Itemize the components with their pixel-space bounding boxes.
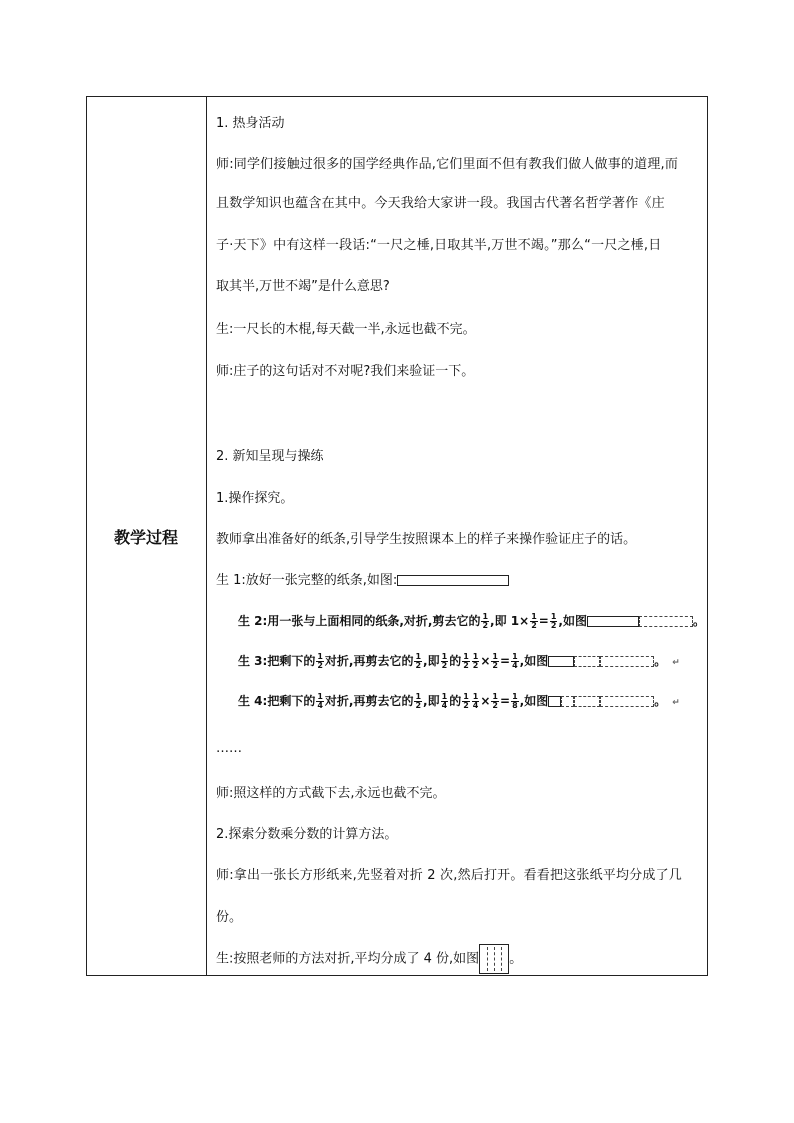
fraction-half: $\frac{1}{2}$ [415, 652, 422, 670]
equals: = [500, 654, 511, 668]
period: 。 [654, 694, 667, 708]
return-arrow-icon: ↵ [672, 698, 680, 708]
period: 。 [692, 614, 705, 628]
teacher-guide: 教师拿出准备好的纸条,引导学生按照课本上的样子来操作验证庄子的话。 [216, 532, 637, 547]
fraction-half: $\frac{1}{2}$ [472, 652, 479, 670]
fraction-half: $\frac{1}{2}$ [463, 692, 469, 710]
student-2-text-d: ,如图 [558, 614, 587, 628]
equals: = [538, 614, 549, 628]
half-strip-solid [587, 616, 639, 627]
teacher-intro: 师:同学们接触过很多的国学经典作品,它们里面不但有教我们做人做事的道理,而 [216, 157, 679, 172]
teacher-task-line-1: 师:拿出一张长方形纸来,先竖着对折 2 次,然后打开。看看把这张纸平均分成了几 [216, 868, 682, 883]
quarter-strip-dashed [574, 656, 600, 667]
fraction-quarter: $\frac{1}{4}$ [317, 692, 323, 710]
fraction-eighth: $\frac{1}{8}$ [512, 692, 518, 710]
intro-line-3: 子·天下》中有这样一段话:“一尺之棰,日取其半,万世不竭。”那么“一尺之棰,日 [216, 238, 662, 253]
column-divider [206, 96, 207, 976]
student-result-text: 生:按照老师的方法对折,平均分成了 4 份,如图 [216, 951, 480, 967]
fraction-half: $\frac{1}{2}$ [492, 652, 498, 670]
fraction-half: $\frac{1}{2}$ [441, 652, 448, 670]
eighth-strip-dashed [561, 696, 574, 707]
student-answer: 生:一尺长的木棍,每天截一半,永远也截不完。 [216, 322, 476, 337]
half-strip-dashed [600, 696, 654, 707]
student-3-text-g: ,如图 [519, 654, 549, 668]
times: × [480, 654, 491, 668]
step-2: 2.探索分数乘分数的计算方法。 [216, 827, 398, 842]
student-3-text-d: 的 [449, 654, 462, 668]
student-1-line [216, 569, 509, 588]
fraction-quarter: $\frac{1}{4}$ [441, 692, 448, 710]
fraction-half: $\frac{1}{2}$ [463, 652, 469, 670]
student-3-text-c: ,即 [423, 654, 440, 668]
intro-line-2: 且数学知识也蕴含在其中。今天我给大家讲一段。我国古代著名哲学著作《庄 [216, 196, 665, 211]
student-4-text-c: ,即 [423, 694, 440, 708]
step-1: 1.操作探究。 [216, 491, 294, 506]
fraction-quarter: $\frac{1}{4}$ [512, 652, 518, 670]
teacher-task-line-2: 份。 [216, 910, 243, 925]
section-title: 教学过程 [113, 528, 178, 547]
times: × [480, 694, 491, 708]
student-3-text: 生 3:把剩下的 [238, 654, 316, 668]
student-4-text-d: 的 [449, 694, 462, 708]
quarter-strip-dashed [574, 696, 600, 707]
folded-paper-grid-figure [479, 944, 509, 974]
fraction-half: $\frac{1}{2}$ [317, 652, 323, 670]
student-2-line [238, 612, 705, 630]
student-1-text: 生 1:放好一张完整的纸条,如图: [216, 573, 398, 588]
half-strip-dashed [600, 656, 654, 667]
ellipsis: …… [216, 741, 242, 756]
student-2-text: 生 2:用一张与上面相同的纸条,对折,剪去它的 [238, 614, 481, 628]
return-arrow-icon: ↵ [672, 658, 680, 668]
warmup-heading: 1. 热身活动 [216, 116, 285, 131]
half-strip-dashed [639, 616, 693, 627]
eighth-strip-solid [548, 696, 561, 707]
student-3-text-b: 对折,再剪去它的 [324, 654, 414, 668]
student-2-text-b: ,即 1× [490, 614, 530, 628]
fraction-quarter: $\frac{1}{4}$ [472, 692, 479, 710]
teacher-verify: 师:庄子的这句话对不对呢?我们来验证一下。 [216, 364, 475, 379]
full-strip-figure [397, 575, 509, 586]
teacher-conclude: 师:照这样的方式截下去,永远也截不完。 [216, 786, 446, 801]
fraction-half: $\frac{1}{2}$ [482, 612, 489, 630]
student-3-line [238, 652, 680, 670]
student-4-text: 生 4:把剩下的 [238, 694, 316, 708]
period: 。 [654, 654, 667, 668]
fraction-half: $\frac{1}{2}$ [415, 692, 422, 710]
fraction-half: $\frac{1}{2}$ [492, 692, 498, 710]
student-result-line [216, 944, 522, 974]
fraction-half: $\frac{1}{2}$ [531, 612, 537, 630]
new-knowledge-heading: 2. 新知呈现与操练 [216, 449, 324, 464]
student-4-line [238, 692, 680, 710]
student-4-text-b: 对折,再剪去它的 [324, 694, 414, 708]
quarter-strip-solid [548, 656, 574, 667]
student-4-text-g: ,如图 [519, 694, 549, 708]
intro-line-4: 取其半,万世不竭”是什么意思? [216, 279, 390, 294]
period: 。 [509, 951, 523, 967]
equals: = [500, 694, 511, 708]
fraction-half: $\frac{1}{2}$ [550, 612, 557, 630]
